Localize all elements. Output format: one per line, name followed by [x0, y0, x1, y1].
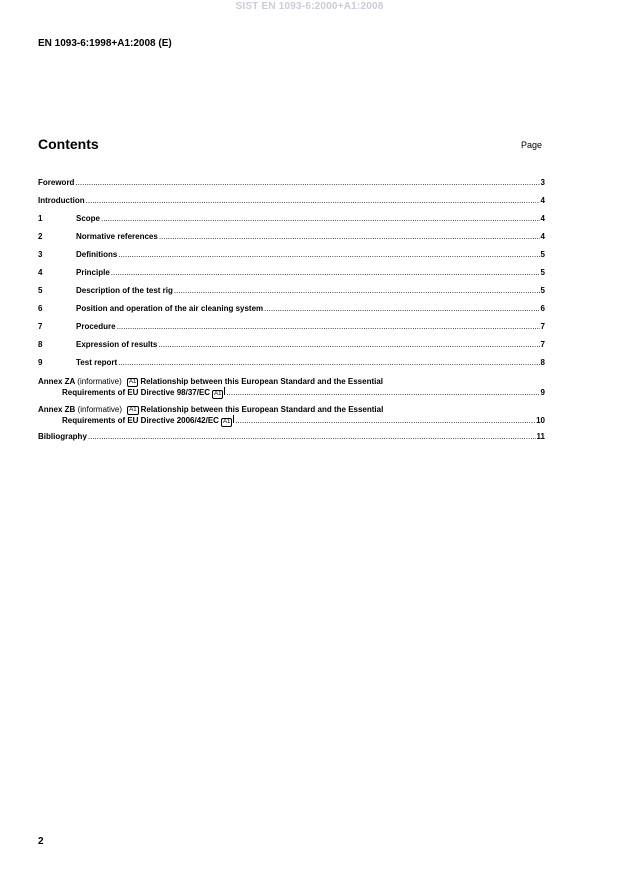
toc-entry-number: 3 [38, 250, 43, 259]
annex-qualifier: (informative) [77, 405, 123, 414]
watermark: SIST EN 1093-6:2000+A1:2008 [235, 1, 384, 12]
toc-entry-title: Expression of results [76, 340, 158, 349]
leader-dots [158, 340, 539, 350]
toc-entry[interactable] [38, 284, 545, 302]
toc-entry[interactable] [38, 266, 545, 284]
toc-entry[interactable] [38, 356, 545, 374]
page-number: 2 [38, 836, 44, 847]
toc-page-number: 4 [540, 232, 545, 241]
annex-qualifier: (informative) [77, 377, 122, 386]
toc-page-number: 4 [540, 196, 545, 205]
toc-entry-number: 7 [38, 322, 43, 331]
leader-dots [118, 358, 539, 368]
toc-page-number: 10 [536, 416, 545, 425]
toc-page-number: 11 [536, 432, 545, 441]
toc-entry-title: Introduction [38, 196, 85, 205]
toc-entry-title: Principle [76, 268, 110, 277]
toc-entry-bibliography[interactable] [38, 430, 545, 448]
annex-title-line2: Requirements of EU Directive 2006/42/EC [62, 416, 219, 425]
toc-entry-number: 2 [38, 232, 43, 241]
leader-dots [117, 322, 540, 332]
toc-page-number: 3 [540, 178, 545, 187]
amendment-end-bar-icon [224, 387, 225, 395]
toc-annex-za[interactable] [38, 374, 545, 402]
amendment-end-marker-icon: A1 [222, 419, 231, 425]
toc-page-number: 6 [540, 304, 545, 313]
amendment-end-bar-icon [233, 415, 234, 423]
toc-entry-number: 9 [38, 358, 43, 367]
amendment-end-marker-icon: A1 [214, 391, 222, 397]
leader-dots [101, 214, 540, 224]
toc-page-number: 5 [540, 250, 545, 259]
toc-page-number: 5 [540, 286, 545, 295]
toc-entry[interactable] [38, 338, 545, 356]
toc-entry[interactable] [38, 320, 545, 338]
toc-entry-number: 5 [38, 286, 43, 295]
annex-title-line1: Relationship between this European Standard and the Essential [140, 377, 384, 386]
toc-entry-title: Description of the test rig [76, 286, 173, 295]
toc-page-number: 7 [540, 340, 545, 349]
toc-entry-title: Foreword [38, 178, 75, 187]
toc-entry-number: 8 [38, 340, 43, 349]
toc-annex-zb[interactable] [38, 402, 545, 430]
contents-title: Contents [38, 136, 99, 152]
amendment-start-marker-icon: A1 [128, 379, 137, 385]
toc-entry-title: Normative references [76, 232, 158, 241]
toc-entry-title: Procedure [76, 322, 116, 331]
toc-entry[interactable] [38, 194, 545, 212]
leader-dots [159, 232, 540, 242]
leader-dots [226, 387, 539, 398]
leader-dots [264, 304, 539, 314]
toc-entry[interactable] [38, 176, 545, 194]
toc-page-number: 8 [540, 358, 545, 367]
annex-label: Annex ZB [38, 405, 76, 414]
toc-entry-number: 6 [38, 304, 43, 313]
leader-dots [88, 432, 536, 442]
toc-entry-title: Definitions [76, 250, 118, 259]
annex-label: Annex ZA [38, 377, 76, 386]
toc-entry[interactable] [38, 302, 545, 320]
table-of-contents [38, 176, 545, 448]
toc-page-number: 4 [540, 214, 545, 223]
page-column-label: Page [521, 140, 543, 150]
toc-page-number: 9 [540, 388, 545, 397]
toc-page-number: 7 [540, 322, 545, 331]
leader-dots [75, 178, 539, 188]
leader-dots [118, 250, 539, 260]
toc-entry-title: Bibliography [38, 432, 87, 441]
toc-page-number: 5 [540, 268, 545, 277]
annex-title-line2: Requirements of EU Directive 98/37/EC [62, 388, 211, 397]
annex-title-line1: Relationship between this European Standard and the Essential [140, 405, 384, 414]
toc-entry-title: Test report [76, 358, 118, 367]
toc-entry[interactable] [38, 248, 545, 266]
leader-dots [235, 415, 535, 426]
toc-entry-number: 1 [38, 214, 43, 223]
toc-entry[interactable] [38, 212, 545, 230]
document-id: EN 1093-6:1998+A1:2008 (E) [38, 38, 172, 49]
leader-dots [86, 196, 540, 206]
leader-dots [174, 286, 540, 296]
toc-entry[interactable] [38, 230, 545, 248]
toc-entry-title: Position and operation of the air cleaning system [76, 304, 264, 313]
toc-entry-title: Scope [76, 214, 101, 223]
toc-entry-number: 4 [38, 268, 43, 277]
leader-dots [111, 268, 540, 278]
amendment-start-marker-icon: A1 [129, 407, 137, 413]
